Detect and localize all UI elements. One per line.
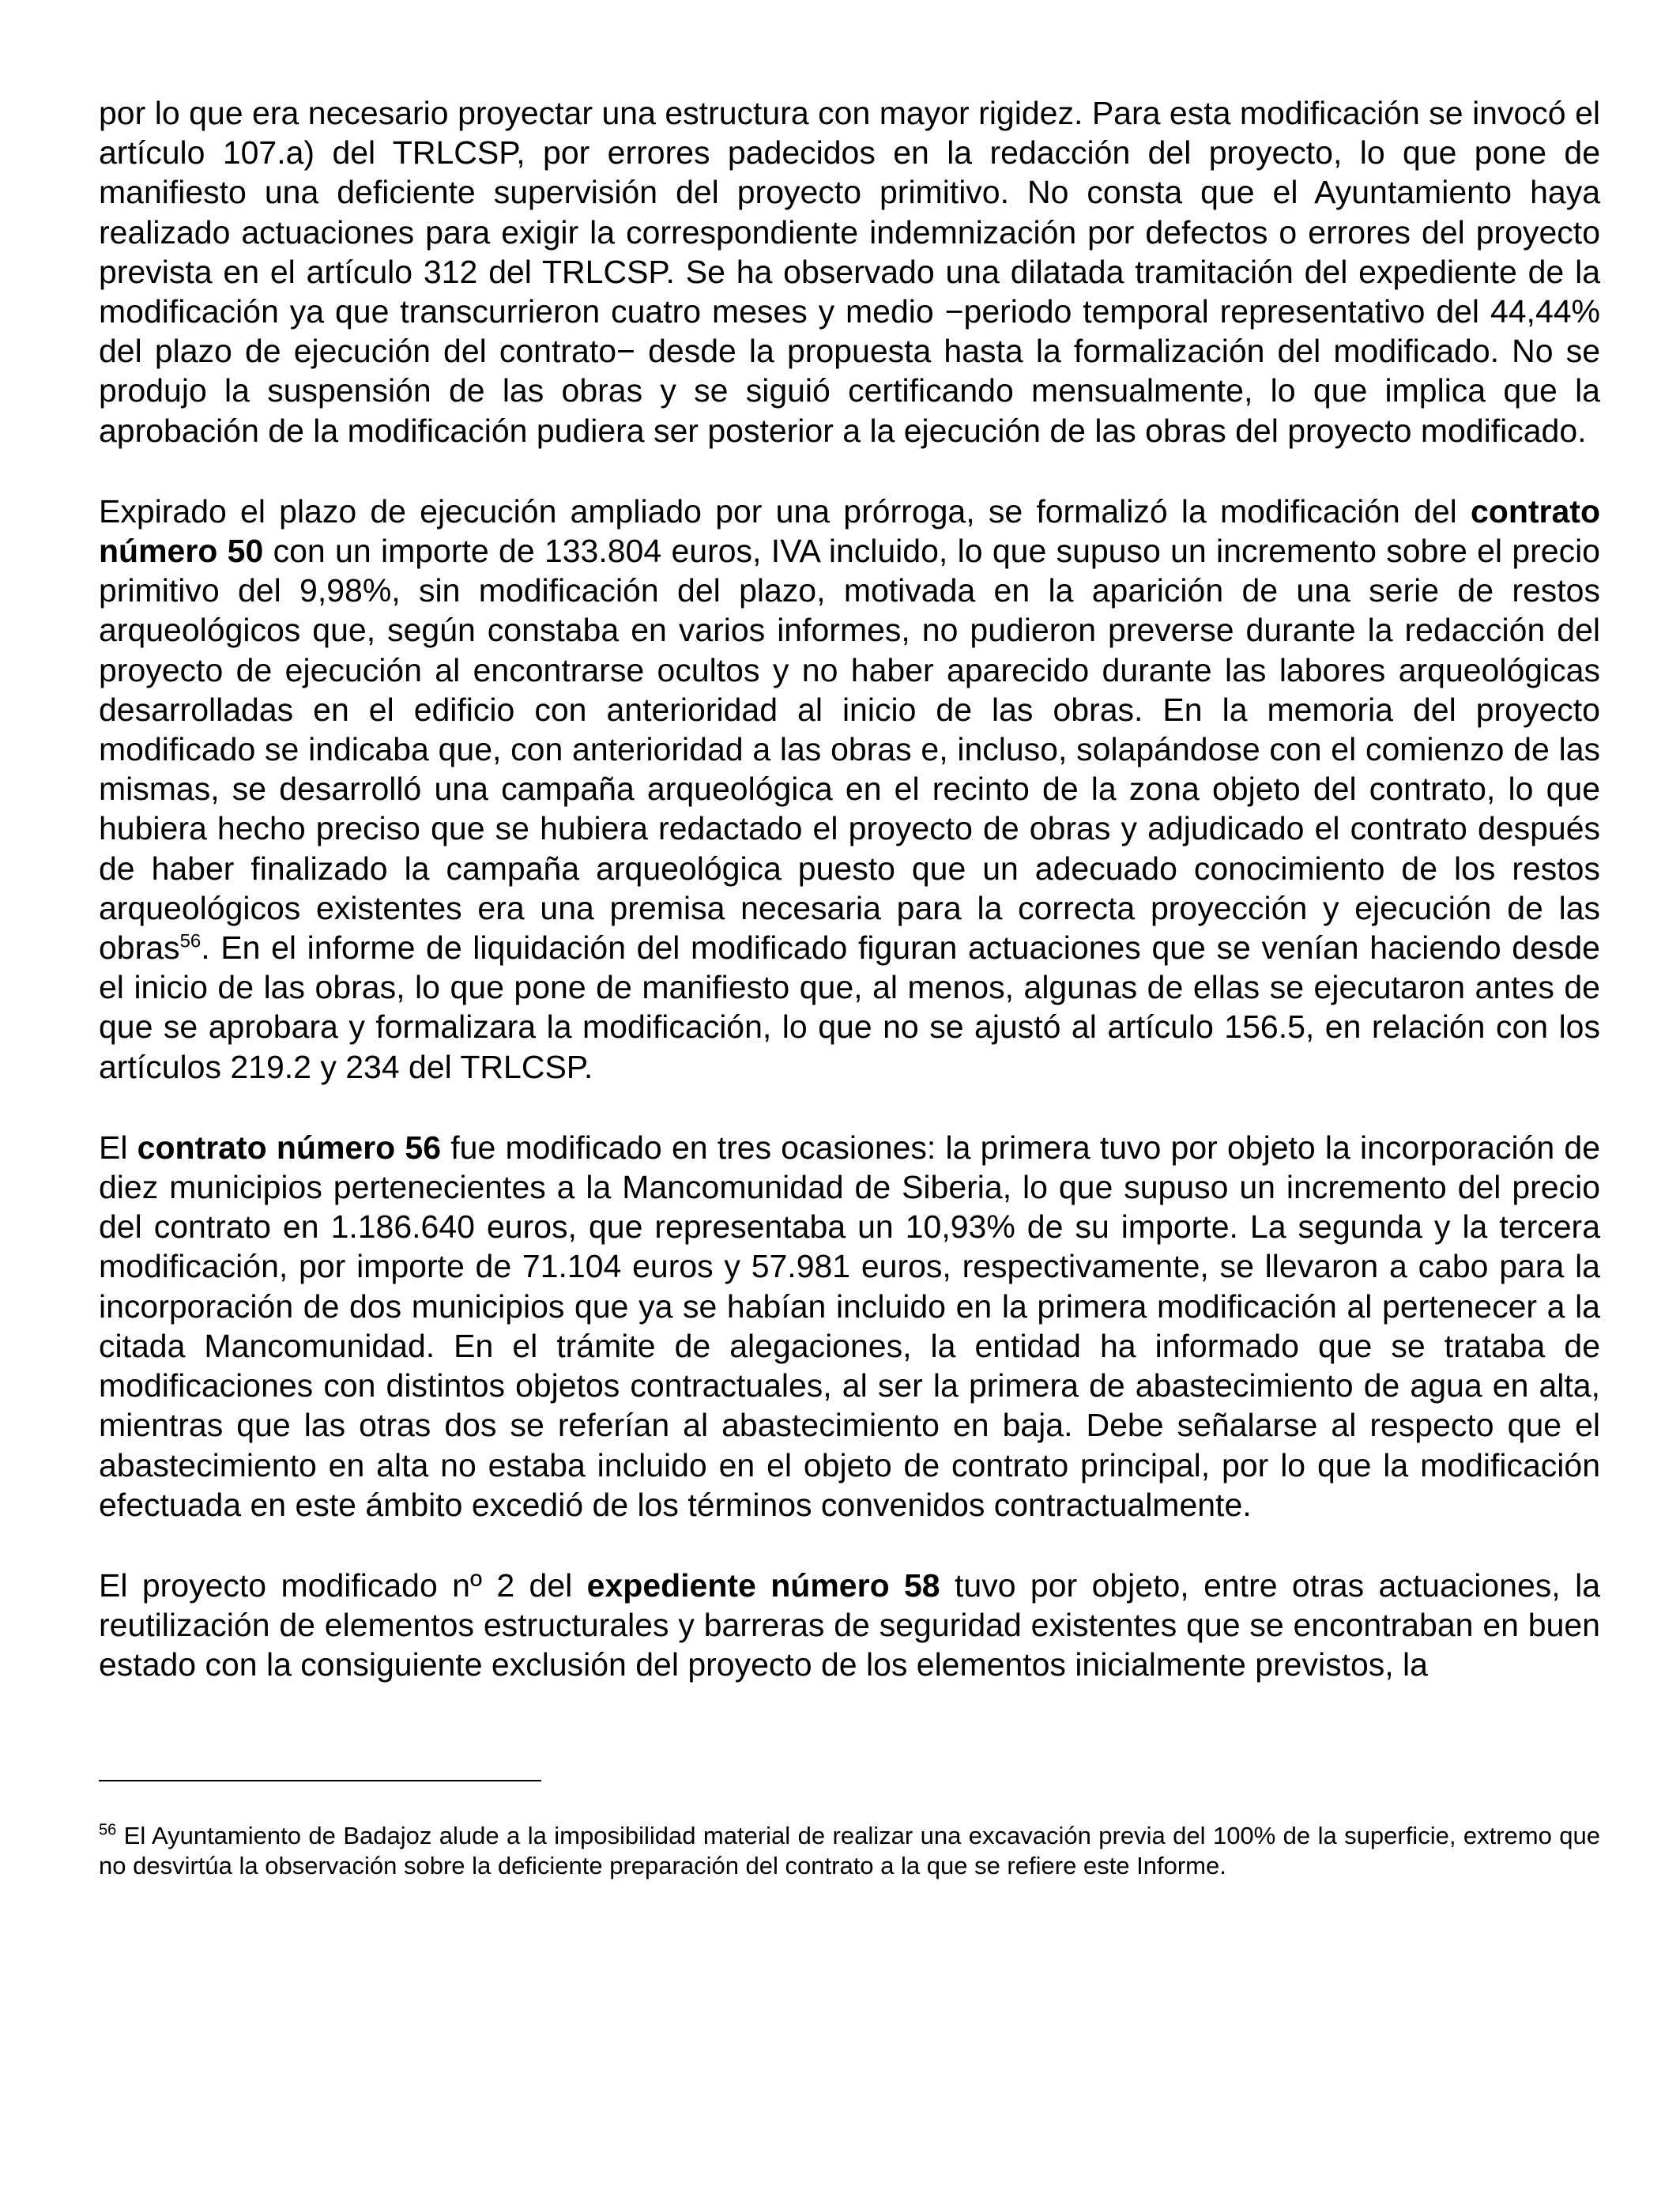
paragraph-text: tuvo por objeto, entre otras actuaciones, la reutilización de elementos estructurales y barreras de seguridad existentes que se encontraban en buen estado con la consiguiente exclusión del proyecto de los elementos inicialmente previstos, la xyxy=(99,1566,1600,1683)
paragraph-text: por lo que era necesario proyectar una estructura con mayor rigidez. Para esta modificación se invocó el artículo 107.a) del TRLCSP, por errores padecidos en la redacción del proyecto, lo que pone de manifiesto una deficiente supervisión del proyecto primitivo. No consta que el Ayuntamiento haya realizado actuaciones para exigir la correspondiente indemnización por defectos o errores del proyecto prevista en el artículo 312 del TRLCSP. Se ha observado una dilatada tramitación del expediente de la modificación ya que transcurrieron cuatro meses y medio −periodo temporal representativo del 44,44% del plazo de ejecución del contrato− desde la propuesta hasta la formalización del modificado. No se produjo la suspensión de las obras y se siguió certificando mensualmente, lo que implica que la aprobación de la modificación pudiera ser posterior a la ejecución de las obras del proyecto modificado. xyxy=(99,95,1600,449)
paragraph-4 xyxy=(99,1566,1600,1685)
bold-reference-expediente-58: expediente número 58 xyxy=(586,1566,940,1604)
paragraph-text: con un importe de 133.804 euros, IVA incluido, lo que supuso un incremento sobre el precio primitivo del 9,98%, sin modificación del plazo, motivada en la aparición de una serie de restos arqueológicos que, según constaba en varios informes, no pudieron preverse durante la redacción del proyecto de ejecución al encontrarse ocultos y no haber aparecido durante las labores arqueológicas desarrolladas en el edificio con anterioridad al inicio de las obras. En la memoria del proyecto modificado se indicaba que, con anterioridad a las obras e, incluso, solapándose con el comienzo de las mismas, se desarrolló una campaña arqueológica en el recinto de la zona objeto del contrato, lo que hubiera hecho preciso que se hubiera redactado el proyecto de obras y adjudicado el contrato después de haber finalizado la campaña arqueológica puesto que un adecuado conocimiento de los restos arqueológicos existentes era una premisa necesaria para la correcta proyección y ejecución de las obras xyxy=(99,533,1600,967)
footnote-separator xyxy=(99,1780,541,1781)
document-body xyxy=(99,93,1600,1726)
paragraph-text: El proyecto modificado nº 2 del xyxy=(99,1566,587,1604)
paragraph-1 xyxy=(99,93,1600,450)
paragraph-text: El xyxy=(99,1129,137,1166)
paragraph-3 xyxy=(99,1128,1600,1525)
bold-reference-contrato-50: contrato número 50 xyxy=(99,492,1600,570)
paragraph-text: fue modificado en tres ocasiones: la primera tuvo por objeto la incorporación de diez municipios pertenecientes a la Mancomunidad de Siberia, lo que supuso un incremento del precio del contrato en 1.186.640 euros, que representaba un 10,93% de su importe. La segunda y la tercera modificación, por importe de 71.104 euros y 57.981 euros, respectivamente, se llevaron a cabo para la incorporación de dos municipios que ya se habían incluido en la primera modificación al pertenecer a la citada Mancomunidad. En el trámite de alegaciones, la entidad ha informado que se trataba de modificaciones con distintos objetos contractuales, al ser la primera de abastecimiento de agua en alta, mientras que las otras dos se referían al abastecimiento en baja. Debe señalarse al respecto que el abastecimiento en alta no estaba incluido en el objeto de contrato principal, por lo que la modificación efectuada en este ámbito excedió de los términos convenidos contractualmente. xyxy=(99,1129,1600,1523)
paragraph-text: Expirado el plazo de ejecución ampliado por una prórroga, se formalizó la modificación del xyxy=(99,492,1471,530)
paragraph-2 xyxy=(99,492,1600,1087)
footnote-number: 56 xyxy=(99,1821,117,1839)
bold-reference-contrato-56: contrato número 56 xyxy=(137,1129,442,1166)
footnote-text: El Ayuntamiento de Badajoz alude a la imposibilidad material de realizar una excavación previa del 100% de la superficie, extremo que no desvirtúa la observación sobre la deficiente preparación del contrato a la que se refiere este Informe. xyxy=(99,1822,1600,1879)
footnote-56 xyxy=(99,1821,1600,1880)
footnote-reference-56[interactable]: 56 xyxy=(179,930,202,952)
paragraph-text: . En el informe de liquidación del modificado figuran actuaciones que se venían haciendo desde el inicio de las obras, lo que pone de manifiesto que, al menos, algunas de ellas se ejecutaron antes de que se aprobara y formalizara la modificación, lo que no se ajustó al artículo 156.5, en relación con los artículos 219.2 y 234 del TRLCSP. xyxy=(99,929,1600,1085)
